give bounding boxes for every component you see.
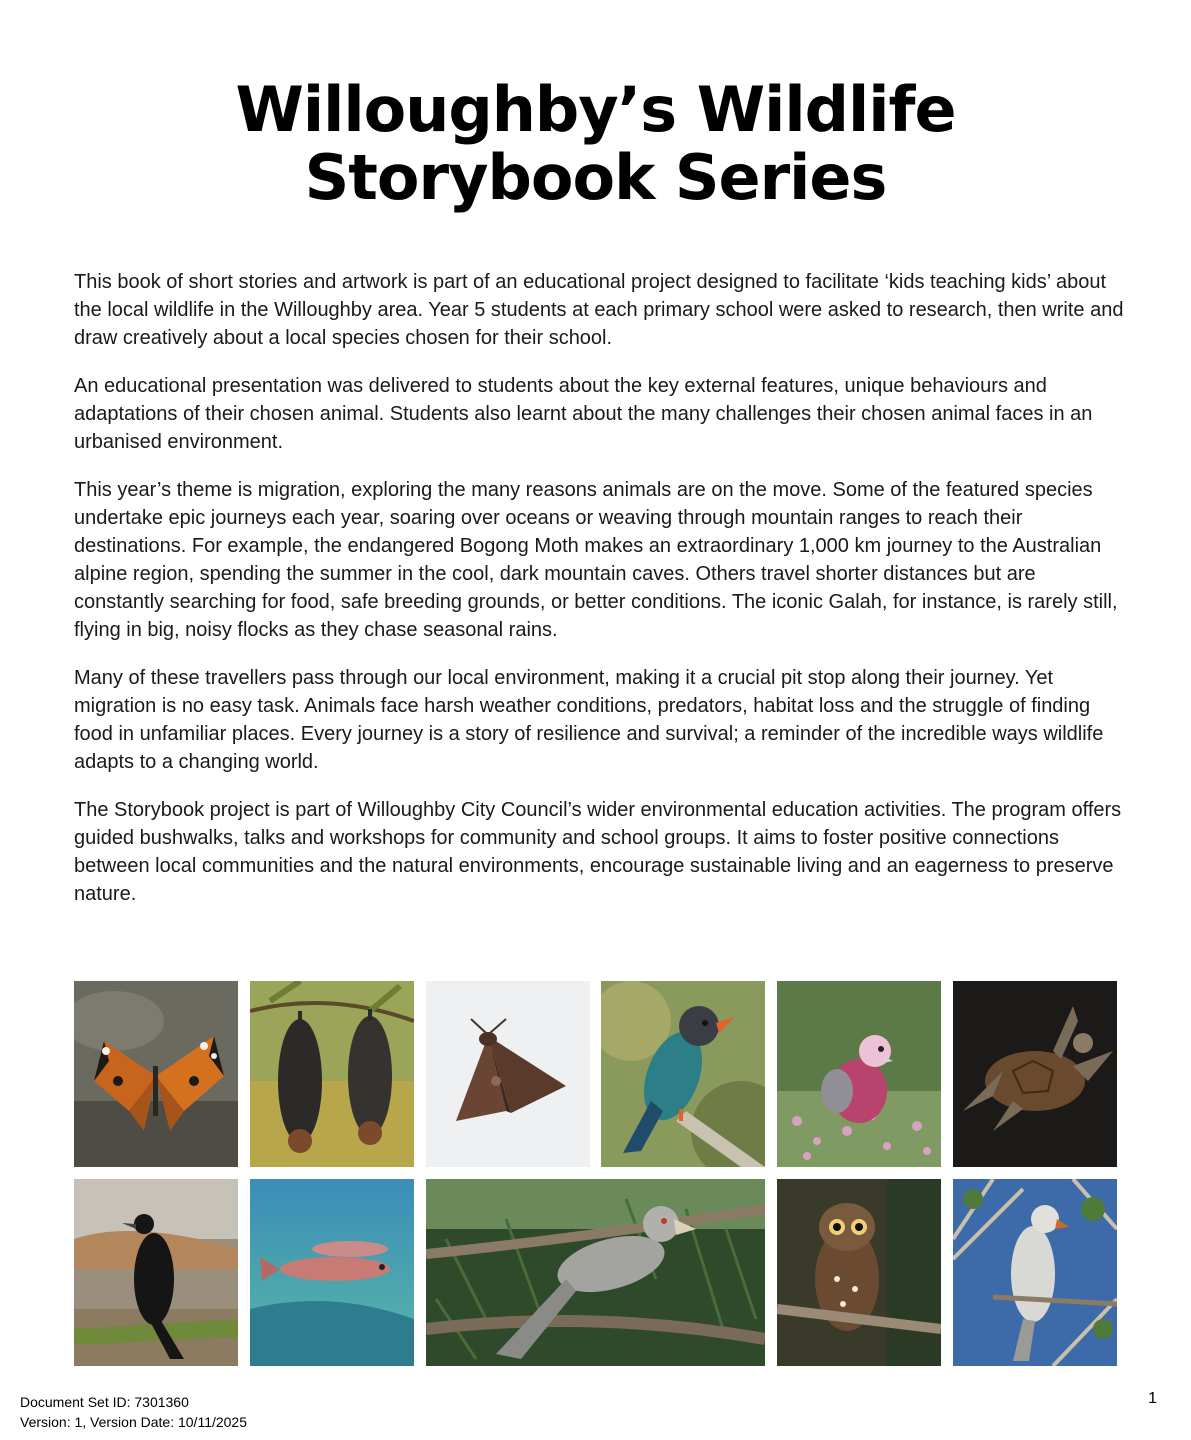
- bogong-moth-photo: [426, 981, 590, 1167]
- page-number: 1: [1148, 1390, 1157, 1407]
- page-title-line-1: Willoughby’s Wildlife: [235, 73, 956, 146]
- paragraph-1: This book of short stories and artwork is part of an educational project designed to facilitate ‘kids teaching kids’ about the local wildlife in the Willoughby area. Year 5 students at each primary school were asked to research, then write and draw creatively about a local species chosen for their school.: [74, 271, 1124, 349]
- galah-photo: [777, 981, 941, 1167]
- boobook-owl-photo: [777, 1179, 941, 1366]
- document-set-id: Document Set ID: 7301360: [20, 1394, 189, 1410]
- document-metadata: [20, 1392, 247, 1432]
- cormorant-photo: [74, 1179, 238, 1366]
- paragraph-4: Many of these travellers pass through our local environment, making it a crucial pit stop along their journey. Yet migration is no easy task. Animals face harsh weather conditions, predators, habitat loss and the struggle of finding food in unfamiliar places. Every journey is a story of resilience and survival; a reminder of the incredible ways wildlife adapts to a changing world.: [74, 667, 1104, 773]
- australian-bass-photo: [250, 1179, 414, 1366]
- page-title-line-2: Storybook Series: [304, 141, 887, 214]
- channel-billed-cuckoo-photo: [426, 1179, 765, 1366]
- sea-turtle-photo: [953, 981, 1117, 1167]
- flying-fox-photo: [250, 981, 414, 1167]
- paragraph-2: An educational presentation was delivered to students about the key external features, unique behaviours and adaptations of their chosen animal. Students also learnt about the many challenges their chosen animal faces in an urbanised environment.: [74, 375, 1093, 453]
- butterfly-photo: [74, 981, 238, 1167]
- dollarbird-photo: [601, 981, 765, 1167]
- paragraph-5: The Storybook project is part of Willoughby City Council’s wider environmental education activities. The program offers guided bushwalks, talks and workshops for community and school groups. It aims to foster positive connections between local communities and the natural environments, encourage sustainable living and an eagerness to preserve nature.: [74, 799, 1122, 905]
- page-title: [0, 73, 1191, 214]
- pacific-baza-photo: [953, 1179, 1117, 1366]
- intro-text: [74, 268, 1124, 928]
- paragraph-3: This year’s theme is migration, exploring the many reasons animals are on the move. Some of the featured species undertake epic journeys each year, soaring over oceans or weaving through mountain ranges to reach their destinations. For example, the endangered Bogong Moth makes an extraordinary 1,000 km journey to the Australian alpine region, spending the summer in the cool, dark mountain caves. Others travel shorter distances but are constantly searching for food, safe breeding grounds, or better conditions. The iconic Galah, for instance, is rarely still, flying in big, noisy flocks as they chase seasonal rains.: [74, 479, 1118, 641]
- document-version: Version: 1, Version Date: 10/11/2025: [20, 1414, 248, 1430]
- wildlife-photo-gallery: [74, 981, 1117, 1366]
